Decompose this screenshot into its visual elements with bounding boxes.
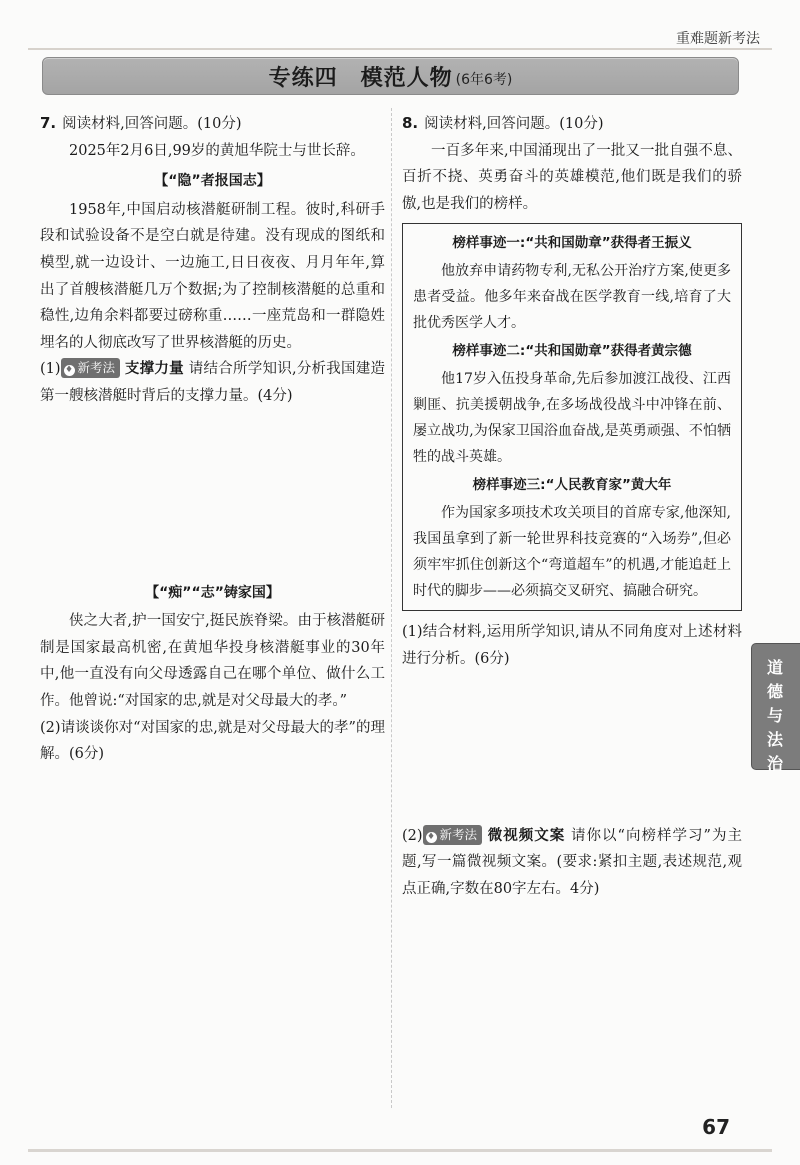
side-tab-label: 道德与法治 [766,658,783,773]
box-paragraph-3: 作为国家多项技术攻关项目的首席专家,他深知,我国虽拿到了新一轮世界科技竞赛的“入场券”,但必须牢牢抓住创新这个“弯道超车”的机遇,才能追赶上时代的脚步——必须搞交叉研究、搞融合研究。 [413,505,731,600]
q7-heading-1: 【“隐”者报国志】 [154,173,271,190]
badge-label: 新考法 [439,826,478,842]
header-rule [28,48,772,50]
q7-subquestion-1 [40,356,385,409]
q8-subquestion-2 [402,823,742,903]
q7-sub2-text: 请谈谈你对“对国家的忠,就是对父母最大的孝”的理解。(6分) [40,719,385,763]
q7-heading-2: 【“痴”“志”铸家国】 [145,584,280,601]
q8-subquestion-1 [402,619,742,672]
q8-sub1-text: 结合材料,运用所学知识,请从不同角度对上述材料进行分析。(6分) [402,624,742,667]
new-method-badge [61,358,121,378]
q8-prompt-text: 阅读材料,回答问题。(10分) [424,116,604,132]
q8-number: 8. [402,114,419,132]
q8-sub2-keyword: 微视频文案 [487,827,566,844]
question-7 [40,110,385,768]
q7-paragraph-2: 侠之大者,护一国安宁,挺民族脊梁。由于核潜艇研制是国家最高机密,在黄旭华投身核潜艇事业的30年中,他一直没有向父母透露自己在哪个单位、做什么工作。他曾说:“对国家的忠,就是对父母最大的孝。” [40,613,385,709]
box-heading-2: 榜样事迹二:“共和国勋章”获得者黄宗德 [452,343,692,360]
q7-prompt-text: 阅读材料,回答问题。(10分) [62,116,242,132]
q7-prompt [40,110,385,138]
q7-sub1-keyword: 支撑力量 [124,361,184,378]
question-8 [402,110,742,902]
q7-subquestion-2 [40,715,385,768]
badge-label: 新考法 [77,360,116,376]
q7-sub1-text: 请结合所学知识,分析我国建造第一艘核潜艇时背后的支撑力量。(4分) [40,361,386,404]
banner-subtitle: (6年6考) [455,71,513,88]
q7-number: 7. [40,114,57,132]
box-heading-3: 榜样事迹三:“人民教育家”黄大年 [472,477,672,494]
box-paragraph-1: 他放弃申请药物专利,无私公开治疗方案,使更多患者受益。他多年来奋战在医学教育一线,培育了大批优秀医学人才。 [413,263,731,332]
page-number: 67 [702,1115,730,1139]
q8-prompt [402,110,742,138]
new-method-badge [423,825,483,845]
answer-space [40,410,385,576]
answer-space [402,673,742,823]
footer-rule [28,1149,772,1152]
section-banner [42,57,739,95]
q7-paragraph-1: 1958年,中国启动核潜艇研制工程。彼时,科研手段和试验设备不是空白就是待建。没有现成的图纸和模型,就一边设计、一边施工,日日夜夜、月月年年,算出了首艘核潜艇几万个数据;为了控制核潜艇的总重和稳性,边角余料都要过磅称重……一座荒岛和一群隐姓埋名的人彻底改写了世界核潜艇的历史。 [40,201,385,351]
column-divider [391,108,392,1108]
role-model-box [402,223,742,611]
q7-sub2-num: (2) [40,719,61,736]
banner-title: 专练四 模范人物 [268,65,453,91]
box-paragraph-2: 他17岁入伍投身革命,先后参加渡江战役、江西剿匪、抗美援朝战争,在多场战役战斗中冲锋在前、屡立战功,为保家卫国浴血奋战,是英勇顽强、不怕牺牲的战斗英雄。 [413,371,731,466]
q7-intro: 2025年2月6日,99岁的黄旭华院士与世长辞。 [69,142,365,159]
section-header: 重难题新考法 [676,31,760,47]
box-heading-1: 榜样事迹一:“共和国勋章”获得者王振义 [452,235,692,252]
q8-intro: 一百多年来,中国涌现出了一批又一批自强不息、百折不挠、英勇奋斗的英雄模范,他们既是我们的骄傲,也是我们的榜样。 [402,142,742,212]
lightbulb-icon: ♦ [427,831,436,842]
q7-sub1-num: (1) [40,361,61,378]
q8-sub2-text: 请你以“向榜样学习”为主题,写一篇微视频文案。(要求:紧扣主题,表述规范,观点正确,字数在80字左右。4分) [402,827,743,897]
subject-side-tab [751,643,800,773]
lightbulb-icon: ♦ [65,365,74,376]
q8-sub1-num: (1) [402,624,423,641]
q8-sub2-num: (2) [402,827,423,844]
